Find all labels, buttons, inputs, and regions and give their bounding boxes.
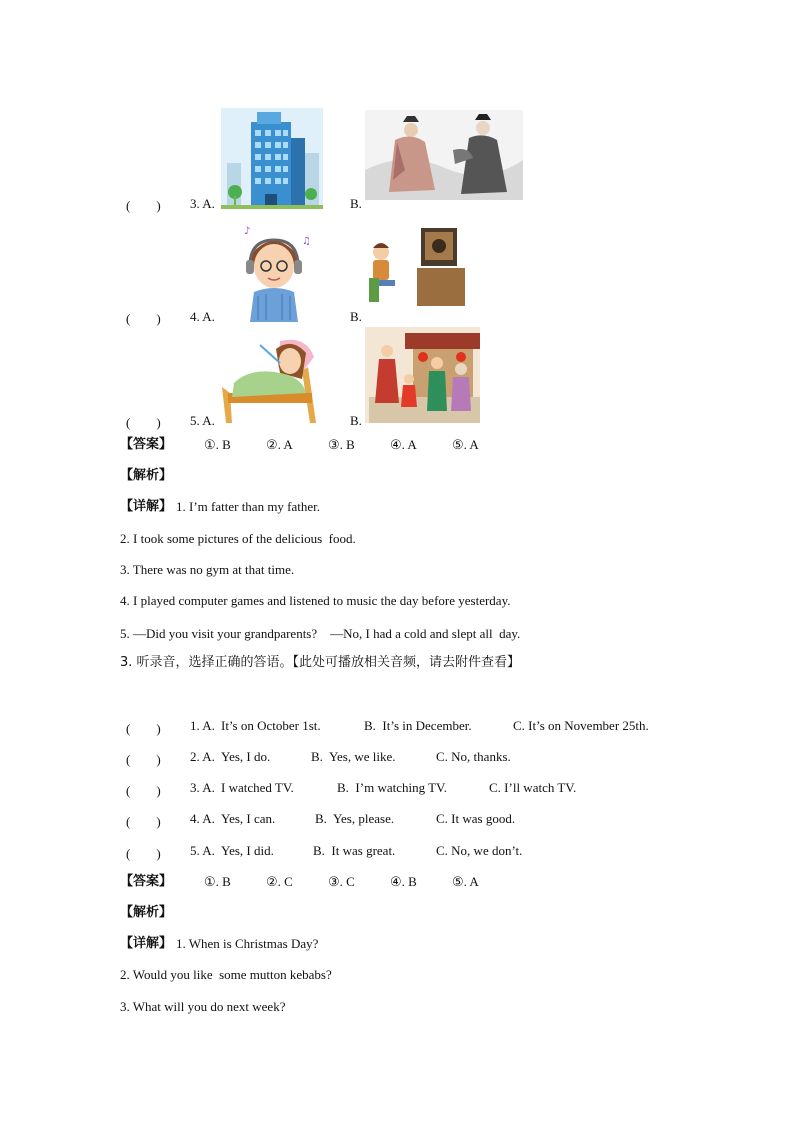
answer-item: ②. C — [266, 874, 293, 889]
option-c: C. It was good. — [436, 811, 516, 826]
answer-item: ⑤. A — [452, 437, 479, 452]
option-b-label: B. — [350, 196, 362, 211]
ancient-poets-painting — [365, 110, 523, 200]
option-a: Yes, I can. — [221, 811, 276, 826]
question-number: 4. A. — [190, 811, 215, 826]
option-a: It’s on October 1st. — [221, 718, 321, 733]
option-a: Yes, I did. — [221, 843, 274, 858]
answer-blank[interactable]: ( ) — [126, 415, 161, 430]
option-b: B. It was great. — [313, 843, 396, 858]
answer-item: ②. A — [266, 437, 293, 452]
option-b: B. It’s in December. — [364, 718, 472, 733]
detail-sentence: 1. When is Christmas Day? — [176, 936, 319, 951]
answer-item: ⑤. A — [452, 874, 479, 889]
boy-with-headphones-picture — [236, 220, 316, 322]
answer-blank[interactable]: ( ) — [126, 311, 161, 326]
option-b-label: B. — [350, 309, 362, 324]
answer-item: ③. B — [328, 437, 355, 452]
detail-sentence: 3. What will you do next week? — [120, 999, 286, 1014]
answer-blank[interactable]: ( ) — [126, 721, 161, 736]
option-a: Yes, I do. — [221, 749, 271, 764]
svg-text:♪: ♪ — [244, 226, 251, 237]
detail-sentence: 3. There was no gym at that time. — [120, 562, 295, 577]
section-title: 3. 听录音，选择正确的答语。【此处可播放相关音频，请去附件查看】 — [120, 655, 521, 670]
question-number: 1. A. — [190, 718, 215, 733]
option-b: B. Yes, please. — [315, 811, 395, 826]
detail-sentence: 2. I took some pictures of the delicious food. — [120, 531, 356, 546]
option-c: C. It’s on November 25th. — [513, 718, 649, 733]
analysis-label: 【解析】 — [120, 468, 173, 483]
option-b: B. I’m watching TV. — [337, 780, 448, 795]
option-c: C. No, we don’t. — [436, 843, 523, 858]
answer-blank[interactable]: ( ) — [126, 752, 161, 767]
answer-label: 【答案】 — [120, 437, 173, 452]
sick-girl-in-bed-picture — [220, 327, 320, 425]
question-number: 3. A. — [190, 196, 215, 211]
question-number: 3. A. — [190, 780, 215, 795]
detail-label: 【详解】 — [120, 499, 173, 514]
detail-sentence: 1. I’m fatter than my father. — [176, 499, 321, 514]
question-number: 5. A. — [190, 413, 215, 428]
office-building-picture — [221, 108, 323, 209]
option-c: C. No, thanks. — [436, 749, 511, 764]
detail-label: 【详解】 — [120, 936, 173, 951]
answer-item: ①. B — [204, 437, 231, 452]
answer-blank[interactable]: ( ) — [126, 198, 161, 213]
option-c: C. I’ll watch TV. — [489, 780, 577, 795]
answer-blank[interactable]: ( ) — [126, 783, 161, 798]
detail-sentence: 5. —Did you visit your grandparents? —No, I had a cold and slept all day. — [120, 626, 521, 641]
boy-watching-tv-picture — [365, 224, 469, 308]
question-number: 5. A. — [190, 843, 215, 858]
answer-item: ③. C — [328, 874, 355, 889]
answer-label: 【答案】 — [120, 874, 173, 889]
question-number: 2. A. — [190, 749, 215, 764]
spring-festival-family-picture — [365, 327, 480, 423]
option-b: B. Yes, we like. — [311, 749, 396, 764]
detail-sentence: 4. I played computer games and listened to music the day before yesterday. — [120, 593, 511, 608]
question-number: 4. A. — [190, 309, 215, 324]
detail-sentence: 2. Would you like some mutton kebabs? — [120, 967, 332, 982]
answer-blank[interactable]: ( ) — [126, 814, 161, 829]
answer-item: ④. A — [390, 437, 417, 452]
svg-text:♫: ♫ — [302, 236, 311, 247]
option-b-label: B. — [350, 413, 362, 428]
answer-blank[interactable]: ( ) — [126, 846, 161, 861]
answer-item: ①. B — [204, 874, 231, 889]
option-a: I watched TV. — [221, 780, 294, 795]
answer-item: ④. B — [390, 874, 417, 889]
analysis-label: 【解析】 — [120, 905, 173, 920]
